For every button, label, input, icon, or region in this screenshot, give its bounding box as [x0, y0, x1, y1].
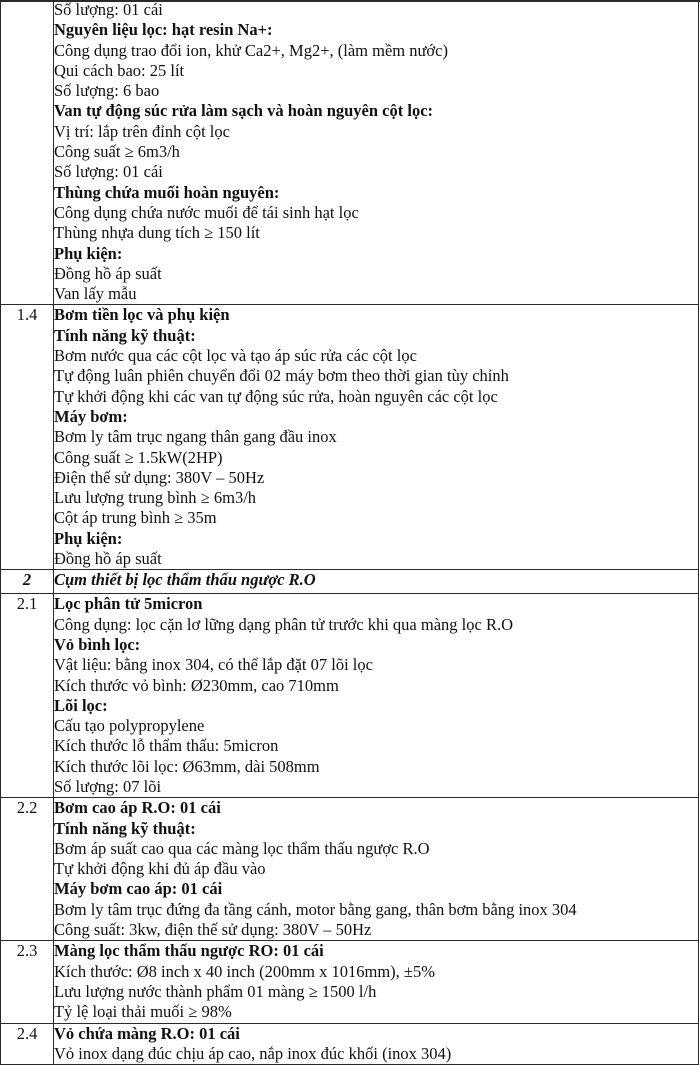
item-number: 2.1 [1, 594, 54, 798]
spec-line: Điện thế sử dụng: 380V – 50Hz [54, 467, 265, 487]
spec-heading: Phụ kiện: [54, 243, 123, 263]
spec-heading: Thùng chứa muối hoàn nguyên: [54, 182, 280, 202]
item-number [1, 0, 54, 305]
spec-heading: Lọc phân tử 5micron [54, 594, 203, 614]
spec-line: Số lượng: 01 cái [54, 0, 163, 19]
spec-line: Bơm ly tâm trục ngang thân gang đầu inox [54, 427, 337, 447]
spec-line: Đồng hồ áp suất [54, 263, 162, 283]
spec-line: Lưu lượng trung bình ≥ 6m3/h [54, 488, 257, 508]
item-description [54, 570, 699, 594]
spec-line: Công suất: 3kw, điện thế sử dụng: 380V – 50Hz [54, 920, 372, 940]
spec-heading: Vỏ chứa màng R.O: 01 cái [54, 1023, 240, 1043]
item-number: 2.4 [1, 1023, 54, 1065]
table-row [1, 0, 699, 305]
section-row [1, 570, 699, 594]
spec-line: Vị trí: lắp trên đỉnh cột lọc [54, 121, 230, 141]
spec-heading: Bơm cao áp R.O: 01 cái [54, 798, 221, 818]
item-description [54, 941, 699, 1023]
spec-heading: Van tự động súc rửa làm sạch và hoàn nguyên cột lọc: [54, 101, 434, 121]
item-number: 2.2 [1, 798, 54, 941]
item-description [54, 305, 699, 570]
spec-line: Qui cách bao: 25 lít [54, 60, 185, 80]
table-row [1, 1023, 699, 1065]
spec-line: Tỷ lệ loại thải muối ≥ 98% [54, 1002, 232, 1022]
table-row [1, 798, 699, 941]
item-description [54, 594, 699, 798]
spec-line: Số lượng: 07 lõi [54, 776, 162, 796]
spec-line: Lưu lượng nước thành phẩm 01 màng ≥ 1500 l/h [54, 981, 377, 1001]
item-number: 2.3 [1, 941, 54, 1023]
spec-line: Cấu tạo polypropylene [54, 716, 205, 736]
spec-heading: Bơm tiền lọc và phụ kiện [54, 305, 230, 325]
spec-line: Kích thước lõi lọc: Ø63mm, dài 508mm [54, 756, 320, 776]
spec-line: Bơm nước qua các cột lọc và tạo áp súc rửa các cột lọc [54, 346, 417, 366]
spec-line: Bơm áp suất cao qua các màng lọc thẩm thấu ngược R.O [54, 838, 430, 858]
spec-line: Tự khởi động khi đủ áp đầu vào [54, 859, 266, 879]
spec-line: Kích thước: Ø8 inch x 40 inch (200mm x 1016mm), ±5% [54, 961, 435, 981]
spec-line: Kích thước vỏ bình: Ø230mm, cao 710mm [54, 675, 339, 695]
spec-line: Công suất ≥ 1.5kW(2HP) [54, 447, 223, 467]
item-number: 1.4 [1, 305, 54, 570]
table-row [1, 594, 699, 798]
spec-heading: Phụ kiện: [54, 528, 123, 548]
spec-table-body [1, 0, 699, 1065]
spec-line: Cột áp trung bình ≥ 35m [54, 508, 217, 528]
spec-heading: Tính năng kỹ thuật: [54, 325, 196, 345]
spec-heading: Màng lọc thẩm thấu ngược RO: 01 cái [54, 941, 324, 961]
item-number: 2 [1, 570, 54, 594]
spec-heading: Vỏ bình lọc: [54, 634, 141, 654]
spec-heading: Cụm thiết bị lọc thẩm thấu ngược R.O [54, 570, 316, 590]
spec-line: Công dụng chứa nước muối để tái sinh hạt lọc [54, 202, 359, 222]
spec-heading: Lõi lọc: [54, 695, 108, 715]
spec-line: Tự động luân phiên chuyển đổi 02 máy bơm theo thời gian tùy chỉnh [54, 366, 509, 386]
table-row [1, 941, 699, 1023]
spec-line: Công suất ≥ 6m3/h [54, 142, 180, 162]
spec-heading: Tính năng kỹ thuật: [54, 818, 196, 838]
spec-line: Vật liệu: bằng inox 304, có thể lắp đặt 07 lõi lọc [54, 655, 373, 675]
spec-heading: Máy bơm: [54, 406, 128, 426]
table-row [1, 305, 699, 570]
spec-line: Công dụng trao đổi ion, khử Ca2+, Mg2+, (làm mềm nước) [54, 40, 448, 60]
spec-line: Thùng nhựa dung tích ≥ 150 lít [54, 223, 260, 243]
item-description [54, 798, 699, 941]
spec-line: Tự khởi động khi các van tự động súc rửa, hoàn nguyên các cột lọc [54, 386, 498, 406]
item-description [54, 1023, 699, 1065]
spec-line: Công dụng: lọc cặn lơ lững dạng phân tử trước khi qua màng lọc R.O [54, 614, 513, 634]
spec-line: Kích thước lỗ thẩm thấu: 5micron [54, 736, 279, 756]
spec-heading: Nguyên liệu lọc: hạt resin Na+: [54, 20, 273, 40]
spec-line: Đồng hồ áp suất [54, 549, 162, 569]
spec-heading: Máy bơm cao áp: 01 cái [54, 879, 223, 899]
spec-line: Số lượng: 01 cái [54, 162, 163, 182]
spec-line: Vỏ inox dạng đúc chịu áp cao, nắp inox đúc khối (inox 304) [54, 1043, 452, 1063]
item-description [54, 0, 699, 305]
spec-line: Van lấy mẫu [54, 284, 137, 304]
spec-line: Số lượng: 6 bao [54, 81, 160, 101]
spec-line: Bơm ly tâm trục đứng đa tầng cánh, motor bằng gang, thân bơm bằng inox 304 [54, 899, 577, 919]
